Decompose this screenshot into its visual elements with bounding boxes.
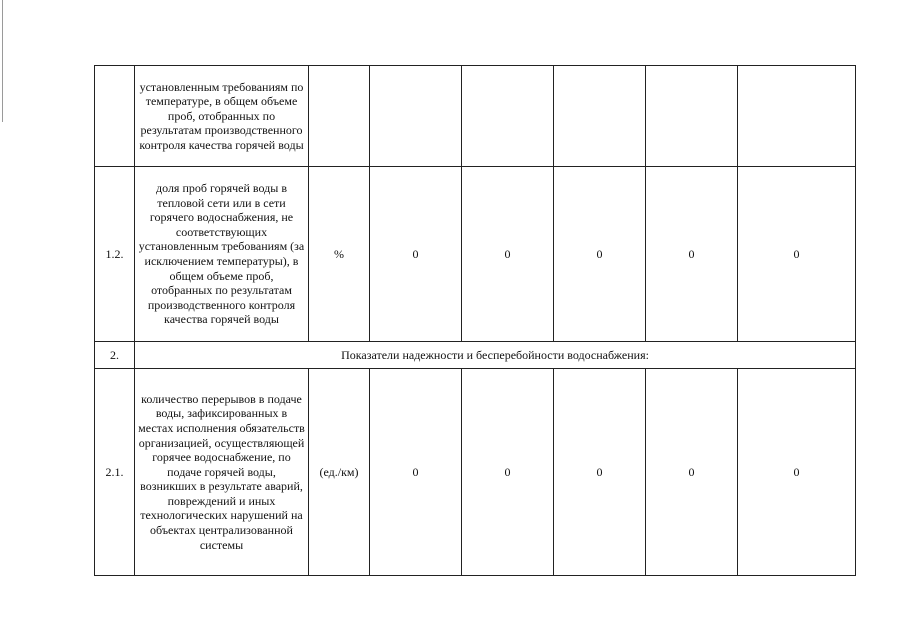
table-row — [95, 369, 856, 576]
value-cell — [370, 66, 462, 167]
value-cell — [462, 66, 554, 167]
section-title: Показатели надежности и бесперебойности водоснабжения: — [135, 342, 856, 369]
value-cell — [554, 66, 646, 167]
row-number — [95, 66, 135, 167]
unit-cell — [309, 66, 370, 167]
table-row — [95, 66, 856, 167]
value-cell — [646, 66, 738, 167]
indicator-description: доля проб горячей воды в тепловой сети или в сети горячего водоснабжения, не соответствующих установленным требованиям (за исключением температуры), в общем объеме проб, отобранных по результатам производственного контроля качества горячей воды — [135, 167, 309, 342]
unit-cell: % — [309, 167, 370, 342]
value-cell: 0 — [370, 369, 462, 576]
value-cell: 0 — [554, 167, 646, 342]
value-cell: 0 — [738, 167, 856, 342]
value-cell: 0 — [554, 369, 646, 576]
row-number: 2. — [95, 342, 135, 369]
value-cell: 0 — [646, 167, 738, 342]
row-number: 2.1. — [95, 369, 135, 576]
unit-cell: (ед./км) — [309, 369, 370, 576]
indicator-description: установленным требованиям по температуре, в общем объеме проб, отобранных по результатам производственного контроля качества горячей воды — [135, 66, 309, 167]
indicator-description: количество перерывов в подаче воды, зафиксированных в местах исполнения обязательств организацией, осуществляющей горячее водоснабжение, по подаче горячей воды, возникших в результате аварий, повреждений и иных технологических нарушений на объектах централизованной системы — [135, 369, 309, 576]
scan-edge-line — [2, 0, 3, 122]
value-cell: 0 — [370, 167, 462, 342]
value-cell: 0 — [646, 369, 738, 576]
value-cell — [738, 66, 856, 167]
table-row — [95, 167, 856, 342]
indicators-table — [94, 65, 856, 576]
row-number: 1.2. — [95, 167, 135, 342]
section-row — [95, 342, 856, 369]
value-cell: 0 — [462, 369, 554, 576]
value-cell: 0 — [462, 167, 554, 342]
value-cell: 0 — [738, 369, 856, 576]
